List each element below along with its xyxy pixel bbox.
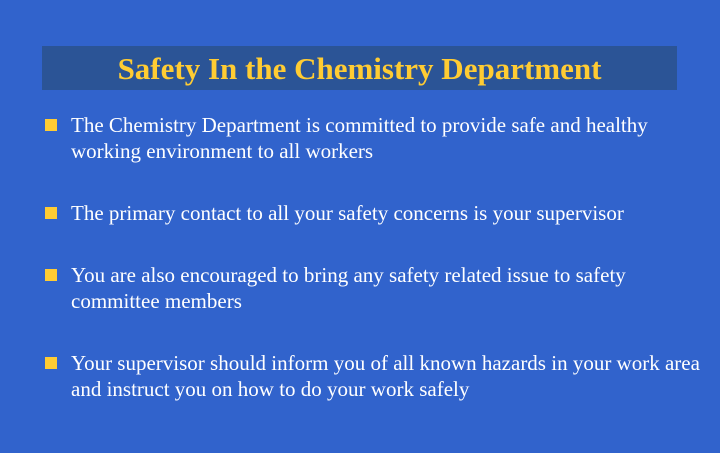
bullet-item (44, 262, 704, 314)
bullet-item (44, 350, 704, 402)
square-bullet-icon (45, 207, 57, 219)
bullet-text: The Chemistry Department is committed to provide safe and healthy working environment to all workers (71, 113, 648, 163)
bullet-text: The primary contact to all your safety concerns is your supervisor (71, 201, 624, 225)
bullet-text: You are also encouraged to bring any safety related issue to safety committee members (71, 263, 626, 313)
bullet-list (44, 112, 704, 402)
square-bullet-icon (45, 269, 57, 281)
title-bar (42, 46, 677, 90)
square-bullet-icon (45, 357, 57, 369)
square-bullet-icon (45, 119, 57, 131)
bullet-text: Your supervisor should inform you of all known hazards in your work area and instruct you on how to do your work safely (71, 351, 700, 401)
bullet-item (44, 112, 704, 164)
bullet-item (44, 200, 704, 226)
slide-title: Safety In the Chemistry Department (117, 50, 602, 86)
